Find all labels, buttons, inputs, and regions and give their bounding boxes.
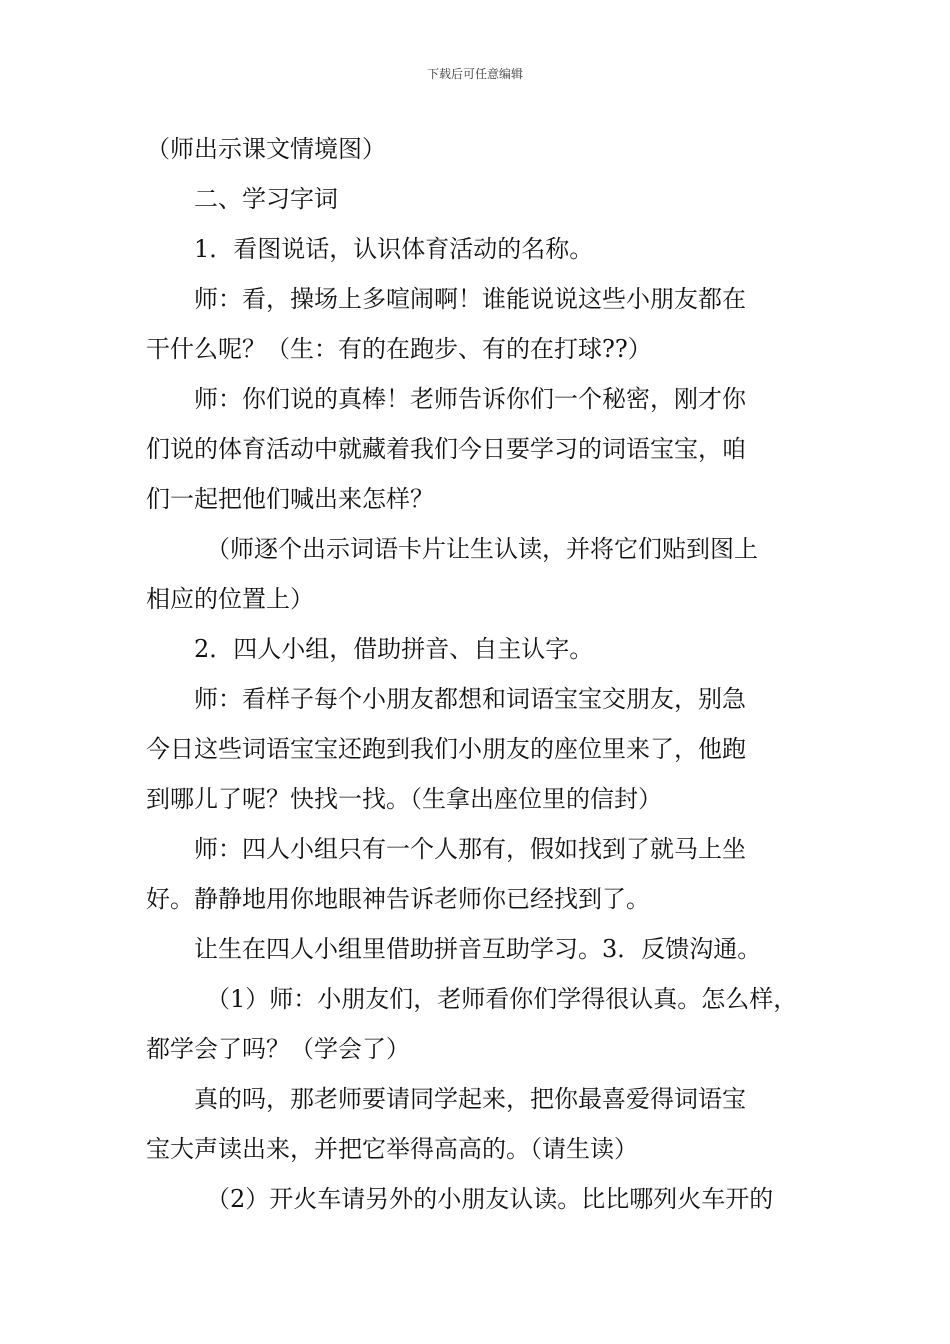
paragraph-line: 让生在四人小组里借助拼音互助学习。3．反馈沟通。 xyxy=(194,935,762,963)
paragraph-line: （师逐个出示词语卡片让生认读，并将它们贴到图上 xyxy=(206,535,758,563)
paragraph-line: 1．看图说话，认识体育活动的名称。 xyxy=(194,235,594,263)
section-heading: 二、学习字词 xyxy=(194,185,338,213)
page-header: 下载后可任意编辑 xyxy=(426,67,523,81)
paragraph-line: （师出示课文情境图） xyxy=(146,135,386,163)
paragraph-line: 都学会了吗？（学会了） xyxy=(146,1035,410,1063)
paragraph-line: 真的吗，那老师要请同学起来，把你最喜爱得词语宝 xyxy=(194,1085,746,1113)
paragraph-line: 师：四人小组只有一个人那有，假如找到了就马上坐 xyxy=(194,835,746,863)
paragraph-line: 相应的位置上） xyxy=(146,585,314,613)
paragraph-line: 干什么呢？（生：有的在跑步、有的在打球??） xyxy=(146,335,652,363)
paragraph-line: 师：看，操场上多喧闹啊！谁能说说这些小朋友都在 xyxy=(194,285,746,313)
paragraph-line: （1）师：小朋友们，老师看你们学得很认真。怎么样， xyxy=(206,985,798,1013)
paragraph-line: （2）开火车请另外的小朋友认读。比比哪列火车开的 xyxy=(206,1185,774,1213)
paragraph-line: 们说的体育活动中就藏着我们今日要学习的词语宝宝，咱 xyxy=(146,435,746,463)
document-body xyxy=(146,124,826,1224)
paragraph-line: 宝大声读出来，并把它举得高高的。（请生读） xyxy=(146,1135,638,1163)
paragraph-line: 2．四人小组，借助拼音、自主认字。 xyxy=(194,635,594,663)
paragraph-line: 们一起把他们喊出来怎样？ xyxy=(146,485,434,513)
paragraph-line: 到哪儿了呢？快找一找。（生拿出座位里的信封） xyxy=(146,785,662,813)
paragraph-line: 今日这些词语宝宝还跑到我们小朋友的座位里来了，他跑 xyxy=(146,735,746,763)
paragraph-line: 好。静静地用你地眼神告诉老师你已经找到了。 xyxy=(146,885,650,913)
paragraph-line: 师：你们说的真棒！老师告诉你们一个秘密，刚才你 xyxy=(194,385,746,413)
paragraph-line: 师：看样子每个小朋友都想和词语宝宝交朋友，别急 xyxy=(194,685,746,713)
